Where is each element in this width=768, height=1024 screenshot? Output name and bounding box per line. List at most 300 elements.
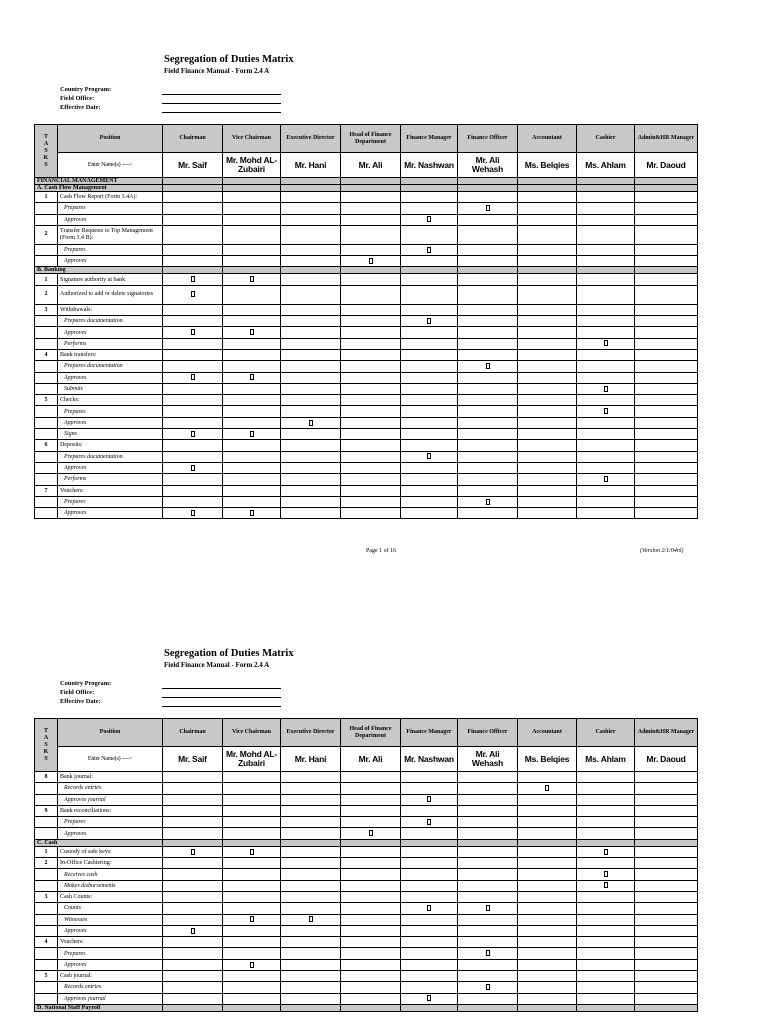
role-cell bbox=[518, 948, 577, 959]
task-row bbox=[35, 971, 698, 982]
role-cell bbox=[223, 817, 281, 828]
subtask-row bbox=[35, 417, 698, 428]
name-head-of-finance: Mr. Ali bbox=[341, 153, 401, 178]
task-row bbox=[35, 192, 698, 203]
role-cell bbox=[518, 959, 577, 970]
task-number bbox=[35, 462, 58, 473]
empty-cell bbox=[577, 267, 635, 274]
role-cell bbox=[341, 285, 401, 304]
role-cell bbox=[458, 395, 518, 406]
role-cell bbox=[401, 783, 458, 794]
role-cell bbox=[341, 805, 401, 816]
country-program-field[interactable] bbox=[162, 94, 281, 95]
role-cell bbox=[458, 214, 518, 225]
role-cell bbox=[577, 440, 635, 451]
task-row bbox=[35, 891, 698, 902]
role-cell bbox=[635, 846, 698, 857]
role-cell bbox=[401, 948, 458, 959]
subtask-label: Approves bbox=[58, 508, 163, 519]
role-cell bbox=[341, 429, 401, 440]
country-program-label: Country Program: bbox=[60, 680, 112, 687]
checkbox-icon bbox=[250, 431, 254, 437]
checkbox-icon bbox=[604, 340, 608, 346]
role-cell bbox=[281, 817, 341, 828]
name-chairman: Mr. Saif bbox=[163, 153, 223, 178]
empty-cell bbox=[577, 185, 635, 192]
checkbox-icon bbox=[191, 849, 195, 855]
role-cell bbox=[163, 817, 223, 828]
role-cell bbox=[163, 327, 223, 338]
empty-cell bbox=[401, 839, 458, 846]
role-cell bbox=[401, 891, 458, 902]
role-cell bbox=[635, 982, 698, 993]
subtask-label: Prepares documentation bbox=[58, 451, 163, 462]
role-cell bbox=[518, 274, 577, 285]
role-cell bbox=[281, 274, 341, 285]
task-number bbox=[35, 361, 58, 372]
role-cell bbox=[341, 485, 401, 496]
role-cell bbox=[518, 462, 577, 473]
role-cell bbox=[518, 327, 577, 338]
task-row bbox=[35, 858, 698, 869]
subtask-row bbox=[35, 244, 698, 255]
subtask-label: Approves bbox=[58, 417, 163, 428]
checkbox-icon bbox=[250, 962, 254, 968]
task-number: 5 bbox=[35, 395, 58, 406]
role-cell bbox=[163, 982, 223, 993]
task-number bbox=[35, 429, 58, 440]
task-label: Vouchers: bbox=[58, 485, 163, 496]
role-cell bbox=[281, 869, 341, 880]
empty-cell bbox=[341, 267, 401, 274]
section-title: D. National Staff Payroll bbox=[35, 1004, 163, 1011]
role-cell bbox=[635, 304, 698, 315]
task-number: 4 bbox=[35, 937, 58, 948]
empty-cell bbox=[223, 185, 281, 192]
task-number bbox=[35, 327, 58, 338]
role-cell bbox=[401, 285, 458, 304]
role-cell bbox=[223, 828, 281, 839]
role-cell bbox=[401, 327, 458, 338]
role-cell bbox=[577, 869, 635, 880]
role-cell bbox=[518, 338, 577, 349]
role-cell bbox=[458, 304, 518, 315]
role-cell bbox=[458, 783, 518, 794]
role-cell bbox=[635, 948, 698, 959]
task-number bbox=[35, 244, 58, 255]
position-header: Position bbox=[58, 125, 163, 153]
role-cell bbox=[458, 817, 518, 828]
position-executive-director: Executive Director bbox=[281, 125, 341, 153]
role-cell bbox=[281, 508, 341, 519]
role-cell bbox=[577, 805, 635, 816]
role-cell bbox=[281, 192, 341, 203]
task-label: Checks: bbox=[58, 395, 163, 406]
role-cell bbox=[518, 225, 577, 244]
role-cell bbox=[458, 338, 518, 349]
role-cell bbox=[635, 971, 698, 982]
role-cell bbox=[401, 914, 458, 925]
role-cell bbox=[163, 395, 223, 406]
checkbox-icon bbox=[250, 916, 254, 922]
role-cell bbox=[458, 349, 518, 360]
role-cell bbox=[281, 361, 341, 372]
subtask-row bbox=[35, 214, 698, 225]
role-cell bbox=[401, 440, 458, 451]
role-cell bbox=[281, 244, 341, 255]
role-cell bbox=[635, 395, 698, 406]
role-cell bbox=[341, 214, 401, 225]
matrix-body bbox=[35, 772, 698, 1012]
role-cell bbox=[518, 203, 577, 214]
role-cell bbox=[577, 948, 635, 959]
role-cell bbox=[341, 993, 401, 1004]
role-cell bbox=[518, 304, 577, 315]
checkbox-icon bbox=[486, 499, 490, 505]
role-cell bbox=[635, 925, 698, 936]
task-row bbox=[35, 304, 698, 315]
empty-cell bbox=[518, 267, 577, 274]
empty-cell bbox=[635, 1004, 698, 1011]
role-cell bbox=[223, 451, 281, 462]
role-cell bbox=[458, 937, 518, 948]
checkbox-icon bbox=[427, 247, 431, 253]
role-cell bbox=[577, 274, 635, 285]
role-cell bbox=[577, 959, 635, 970]
subtask-row bbox=[35, 925, 698, 936]
task-number bbox=[35, 880, 58, 891]
task-label: In-Office Cashiering: bbox=[58, 858, 163, 869]
role-cell bbox=[163, 880, 223, 891]
task-number bbox=[35, 406, 58, 417]
role-cell bbox=[577, 925, 635, 936]
subtask-label: Prepares documentation bbox=[58, 316, 163, 327]
checkbox-icon bbox=[191, 510, 195, 516]
subtask-row bbox=[35, 474, 698, 485]
role-cell bbox=[518, 805, 577, 816]
country-program-field[interactable] bbox=[162, 688, 281, 689]
empty-cell bbox=[281, 185, 341, 192]
role-cell bbox=[458, 192, 518, 203]
role-cell bbox=[401, 304, 458, 315]
role-cell bbox=[458, 274, 518, 285]
checkbox-icon bbox=[191, 329, 195, 335]
role-cell bbox=[163, 372, 223, 383]
subtask-label: Approves journal bbox=[58, 993, 163, 1004]
role-cell bbox=[458, 316, 518, 327]
subtask-row bbox=[35, 794, 698, 805]
role-cell bbox=[635, 959, 698, 970]
role-cell bbox=[635, 429, 698, 440]
role-cell bbox=[518, 474, 577, 485]
role-cell bbox=[281, 214, 341, 225]
role-cell bbox=[577, 462, 635, 473]
matrix-body bbox=[35, 178, 698, 519]
role-cell bbox=[341, 880, 401, 891]
role-cell bbox=[577, 971, 635, 982]
name-admin-hr-manager: Mr. Daoud bbox=[635, 153, 698, 178]
role-cell bbox=[281, 846, 341, 857]
task-number bbox=[35, 338, 58, 349]
subtask-label: Receives cash bbox=[58, 869, 163, 880]
role-cell bbox=[577, 880, 635, 891]
position-executive-director: Executive Director bbox=[281, 719, 341, 747]
checkbox-icon bbox=[191, 374, 195, 380]
subtask-row bbox=[35, 203, 698, 214]
empty-cell bbox=[458, 839, 518, 846]
role-cell bbox=[281, 772, 341, 783]
empty-cell bbox=[223, 267, 281, 274]
role-cell bbox=[341, 959, 401, 970]
role-cell bbox=[635, 914, 698, 925]
role-cell bbox=[341, 395, 401, 406]
subtask-row bbox=[35, 783, 698, 794]
subtask-label: Approves bbox=[58, 214, 163, 225]
role-cell bbox=[401, 794, 458, 805]
name-chairman: Mr. Saif bbox=[163, 747, 223, 772]
role-cell bbox=[341, 361, 401, 372]
role-cell bbox=[458, 971, 518, 982]
role-cell bbox=[163, 993, 223, 1004]
role-cell bbox=[401, 485, 458, 496]
role-cell bbox=[281, 485, 341, 496]
task-row bbox=[35, 846, 698, 857]
role-cell bbox=[223, 496, 281, 507]
role-cell bbox=[401, 846, 458, 857]
checkbox-icon bbox=[309, 420, 313, 426]
checkbox-icon bbox=[604, 882, 608, 888]
subtask-label: Approves bbox=[58, 925, 163, 936]
role-cell bbox=[163, 903, 223, 914]
role-cell bbox=[518, 383, 577, 394]
role-cell bbox=[518, 937, 577, 948]
subtask-row bbox=[35, 914, 698, 925]
checkbox-icon bbox=[309, 916, 313, 922]
role-cell bbox=[401, 474, 458, 485]
role-cell bbox=[458, 858, 518, 869]
role-cell bbox=[401, 338, 458, 349]
task-number bbox=[35, 982, 58, 993]
subtask-row bbox=[35, 316, 698, 327]
role-cell bbox=[577, 406, 635, 417]
checkbox-icon bbox=[191, 465, 195, 471]
name-cashier: Ms. Ahlam bbox=[577, 153, 635, 178]
role-cell bbox=[518, 914, 577, 925]
position-finance-manager: Finance Manager bbox=[401, 125, 458, 153]
empty-cell bbox=[341, 185, 401, 192]
name-head-of-finance: Mr. Ali bbox=[341, 747, 401, 772]
role-cell bbox=[341, 474, 401, 485]
subtask-row bbox=[35, 256, 698, 267]
subtask-label: Approves bbox=[58, 828, 163, 839]
role-cell bbox=[223, 508, 281, 519]
role-cell bbox=[577, 417, 635, 428]
role-cell bbox=[518, 903, 577, 914]
role-cell bbox=[518, 372, 577, 383]
role-cell bbox=[341, 869, 401, 880]
role-cell bbox=[223, 794, 281, 805]
role-cell bbox=[281, 304, 341, 315]
role-cell bbox=[458, 772, 518, 783]
role-cell bbox=[518, 361, 577, 372]
role-cell bbox=[341, 925, 401, 936]
role-cell bbox=[577, 256, 635, 267]
empty-cell bbox=[163, 1004, 223, 1011]
role-cell bbox=[518, 496, 577, 507]
role-cell bbox=[635, 783, 698, 794]
position-vice-chairman: Vice Chairman bbox=[223, 125, 281, 153]
checkbox-icon bbox=[427, 905, 431, 911]
page-title: Segregation of Duties Matrix bbox=[164, 648, 294, 659]
role-cell bbox=[401, 417, 458, 428]
role-cell bbox=[635, 794, 698, 805]
role-cell bbox=[577, 846, 635, 857]
role-cell bbox=[223, 880, 281, 891]
empty-cell bbox=[281, 1004, 341, 1011]
task-number bbox=[35, 925, 58, 936]
task-row bbox=[35, 485, 698, 496]
checkbox-icon bbox=[604, 408, 608, 414]
role-cell bbox=[223, 417, 281, 428]
task-number bbox=[35, 383, 58, 394]
role-cell bbox=[223, 225, 281, 244]
role-cell bbox=[163, 417, 223, 428]
empty-cell bbox=[341, 178, 401, 185]
checkbox-icon bbox=[486, 905, 490, 911]
effective-date-label: Effective Date: bbox=[60, 698, 101, 705]
role-cell bbox=[458, 429, 518, 440]
subtask-row bbox=[35, 496, 698, 507]
role-cell bbox=[458, 496, 518, 507]
role-cell bbox=[223, 474, 281, 485]
role-cell bbox=[281, 349, 341, 360]
task-number: 3 bbox=[35, 891, 58, 902]
role-cell bbox=[577, 349, 635, 360]
effective-date-field[interactable] bbox=[162, 112, 281, 113]
role-cell bbox=[163, 451, 223, 462]
empty-cell bbox=[281, 267, 341, 274]
role-cell bbox=[223, 285, 281, 304]
task-number: 1 bbox=[35, 846, 58, 857]
position-head-of-finance: Head of Finance Department bbox=[341, 125, 401, 153]
role-cell bbox=[401, 256, 458, 267]
role-cell bbox=[281, 948, 341, 959]
task-number: 7 bbox=[35, 485, 58, 496]
role-cell bbox=[163, 858, 223, 869]
role-cell bbox=[341, 817, 401, 828]
subtask-row bbox=[35, 372, 698, 383]
empty-cell bbox=[518, 839, 577, 846]
section-row bbox=[35, 267, 698, 274]
task-row bbox=[35, 285, 698, 304]
role-cell bbox=[458, 993, 518, 1004]
role-cell bbox=[163, 429, 223, 440]
checkbox-icon bbox=[486, 363, 490, 369]
role-cell bbox=[223, 903, 281, 914]
role-cell bbox=[577, 327, 635, 338]
position-admin-hr-manager: Admin&HR Manager bbox=[635, 125, 698, 153]
role-cell bbox=[518, 316, 577, 327]
role-cell bbox=[401, 244, 458, 255]
task-number: 2 bbox=[35, 225, 58, 244]
role-cell bbox=[223, 948, 281, 959]
tasks-header-text: T A S K S bbox=[43, 727, 49, 762]
section-title: FINANCIAL MANAGEMENT bbox=[35, 178, 163, 185]
role-cell bbox=[635, 225, 698, 244]
role-cell bbox=[458, 451, 518, 462]
role-cell bbox=[635, 349, 698, 360]
task-number bbox=[35, 794, 58, 805]
role-cell bbox=[577, 395, 635, 406]
task-number: 8 bbox=[35, 772, 58, 783]
field-office-label: Field Office: bbox=[60, 689, 95, 696]
role-cell bbox=[577, 982, 635, 993]
position-head-of-finance: Head of Finance Department bbox=[341, 719, 401, 747]
task-number bbox=[35, 948, 58, 959]
role-cell bbox=[163, 406, 223, 417]
empty-cell bbox=[281, 178, 341, 185]
role-cell bbox=[341, 192, 401, 203]
role-cell bbox=[458, 244, 518, 255]
role-cell bbox=[577, 508, 635, 519]
task-number: 2 bbox=[35, 858, 58, 869]
role-cell bbox=[163, 948, 223, 959]
role-cell bbox=[281, 993, 341, 1004]
role-cell bbox=[635, 485, 698, 496]
role-cell bbox=[163, 338, 223, 349]
role-cell bbox=[518, 395, 577, 406]
meta-labels bbox=[60, 679, 111, 706]
subtask-row bbox=[35, 948, 698, 959]
role-cell bbox=[577, 772, 635, 783]
role-cell bbox=[635, 937, 698, 948]
role-cell bbox=[458, 914, 518, 925]
role-cell bbox=[163, 462, 223, 473]
role-cell bbox=[341, 203, 401, 214]
role-cell bbox=[518, 982, 577, 993]
role-cell bbox=[401, 203, 458, 214]
role-cell bbox=[518, 846, 577, 857]
checkbox-icon bbox=[427, 796, 431, 802]
empty-cell bbox=[635, 178, 698, 185]
task-number bbox=[35, 869, 58, 880]
effective-date-field[interactable] bbox=[162, 706, 281, 707]
role-cell bbox=[223, 914, 281, 925]
role-cell bbox=[635, 406, 698, 417]
empty-cell bbox=[401, 1004, 458, 1011]
role-cell bbox=[635, 256, 698, 267]
role-cell bbox=[577, 192, 635, 203]
role-cell bbox=[518, 256, 577, 267]
role-cell bbox=[341, 274, 401, 285]
subtask-row bbox=[35, 361, 698, 372]
task-number bbox=[35, 214, 58, 225]
subtask-row bbox=[35, 508, 698, 519]
role-cell bbox=[518, 880, 577, 891]
name-accountant: Ms. Belqies bbox=[518, 153, 577, 178]
role-cell bbox=[635, 858, 698, 869]
role-cell bbox=[341, 327, 401, 338]
subtask-label: Submits bbox=[58, 383, 163, 394]
role-cell bbox=[281, 925, 341, 936]
field-office-field[interactable] bbox=[162, 103, 281, 104]
role-cell bbox=[341, 496, 401, 507]
field-office-field[interactable] bbox=[162, 697, 281, 698]
role-cell bbox=[518, 508, 577, 519]
role-cell bbox=[518, 869, 577, 880]
subtask-row bbox=[35, 817, 698, 828]
role-cell bbox=[577, 285, 635, 304]
